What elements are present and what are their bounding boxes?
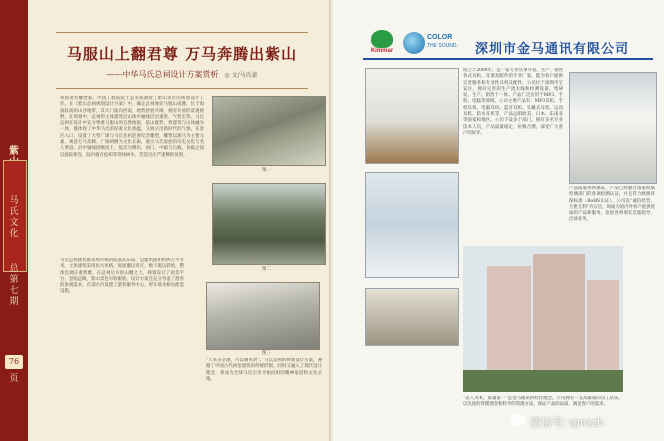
figure-3-caption: 图三 — [262, 351, 271, 356]
company-body-main: 成立于2000年，是一家专业从事开发、生产、销售各式耳机、耳塞及配件的专业厂家。能为客户提供完善服务和专业性耳机及配件。公司位于深圳市宝安区，拥有完善的生产流水线和检测设备，集研发、生产、销售于一体。产品广泛应用于MP3、手机、电脑等领域。公司主要产品有：MP3耳机、手机耳机、电脑耳机、蓝牙耳机、头戴式耳机、运动耳机、防水耳机等，产品远销欧美、日本、东南亚等国家和地区。公司下设多个部门，拥有多名专业技术人员，产品质量稳定，价格合理，深受广大客户的好评。 — [463, 68, 563, 136]
photo-production-floor — [365, 172, 459, 278]
logo-brand-2-line1: COLOR — [427, 34, 453, 41]
article-body-col3: “天来多圣地，可以聚英贤”。马氏总祠的规划设计方案，遵循了中国古代祠堂建筑的传统形制，同时又融入了现代设计理念，将成为全球马氏宗亲寻根问祖的精神家园和文化圣地。 — [206, 358, 322, 382]
side-strip — [0, 0, 28, 441]
kimmar-logo — [365, 30, 399, 58]
right-page — [333, 0, 664, 441]
building-trees — [463, 370, 623, 392]
photo-office-hall — [569, 72, 657, 184]
logo-brand-1: Kimmar — [370, 48, 394, 54]
article-author: ◎ 文/马氏豪 — [224, 72, 258, 79]
figure-1-aerial-rendering — [212, 96, 326, 166]
article-title: 马服山上翻君尊 万马奔腾出紫山 — [66, 45, 298, 63]
logo-brand-2-line2: THE SOUND. — [427, 43, 458, 49]
company-body-bottom: “以人为本，质量第一”是金马通讯的经营理念。公司拥有一支高素质的员工队伍，以先进的管理理念和科学的管理方法，保证产品的品质，满足客户的需求。 — [463, 396, 623, 408]
title-block — [56, 32, 308, 89]
photo-factory-building — [463, 246, 623, 392]
page-number: 76 — [5, 355, 23, 369]
figure-2-caption: 图二 — [262, 267, 271, 272]
figure-2-site-plan — [212, 183, 326, 265]
photo-assembly-line — [365, 288, 459, 346]
left-page — [0, 0, 331, 441]
wechat-watermark: 微信号: sjmszh — [530, 417, 604, 429]
figure-1-caption: 图一 — [262, 168, 271, 173]
side-label-issue: 总第七期 — [9, 264, 19, 307]
article-subtitle — [62, 69, 302, 80]
color-the-sound-logo — [403, 30, 469, 58]
side-label-mid: 马氏文化 — [9, 196, 19, 239]
photo-reception-lobby — [365, 68, 459, 164]
side-label-top: 紫 — [9, 146, 19, 157]
subtitle-text: ——中华马氏总祠设计方案赏析 — [106, 70, 219, 79]
globe-logo-icon — [403, 32, 425, 54]
wechat-icon — [510, 414, 526, 426]
company-body-side: 产品质量得到保证，产品已经通过国家权威检测部门的各项检测认证，并且符合欧洲环保标准（RoHS认证）。公司以“诚信经营、互惠互利”为宗旨，竭诚为国内外客户提供优质的产品和服务，欢迎各界朋友莅临指导、洽谈业务。 — [569, 186, 655, 223]
article-body-col2: 马氏总祠建筑群采用传统的院落式布局，总建筑面积约两万平方米，主体建筑采用仿古风格，屋面覆以青瓦，檐下施以彩绘，整体色调庄重典雅。在总祠后方的山腰之上，规划设计了观景平台，登临远眺，紫山景色尽收眼底。设计方案还充分考虑了游客的参观需求，在景区内设置了游客服务中心、停车场及相关配套设施。 — [60, 258, 184, 295]
company-name: 深圳市金马通讯有限公司 — [475, 41, 630, 56]
figure-3-model-rendering — [206, 282, 320, 350]
page-suffix: 页 — [9, 374, 19, 384]
horse-logo-icon — [371, 30, 393, 48]
header-rule — [363, 58, 653, 60]
article-body-col1: 我国著名雕塑家、中国工程院院士孟永铭教授了紫山景区的规划设计工作。在《紫山总祠规划设计方案》中，确定总祠地处马服山南麓，位于海拔较高的山谷地带，其大门面向西南，地势舒展开阔，拥有开放的景观视野。在规划中，总祠的主体建筑沿山体中轴线层层递进，气势宏伟。马氏总祠在设计中充分尊重马服山的自然地貌，依山就势，将建筑与山体融为一体，既体现了中华马氏的厚重文化底蕴，又展示出新时代的气象。在景区入口，设置了大型广场与马氏先祖赵奢纪念雕塑，雕塑以骏马为主要元素，寓意万马奔腾。广场两侧为文化长廊，展示马氏家族的历史文化与名人事迹。沿中轴线拾级而上，依次为牌坊、祠门、中殿与后殿。各殿之间以庭院相连，院内植有松柏等常绿树木，营造出庄严肃穆的氛围。 — [60, 96, 204, 158]
